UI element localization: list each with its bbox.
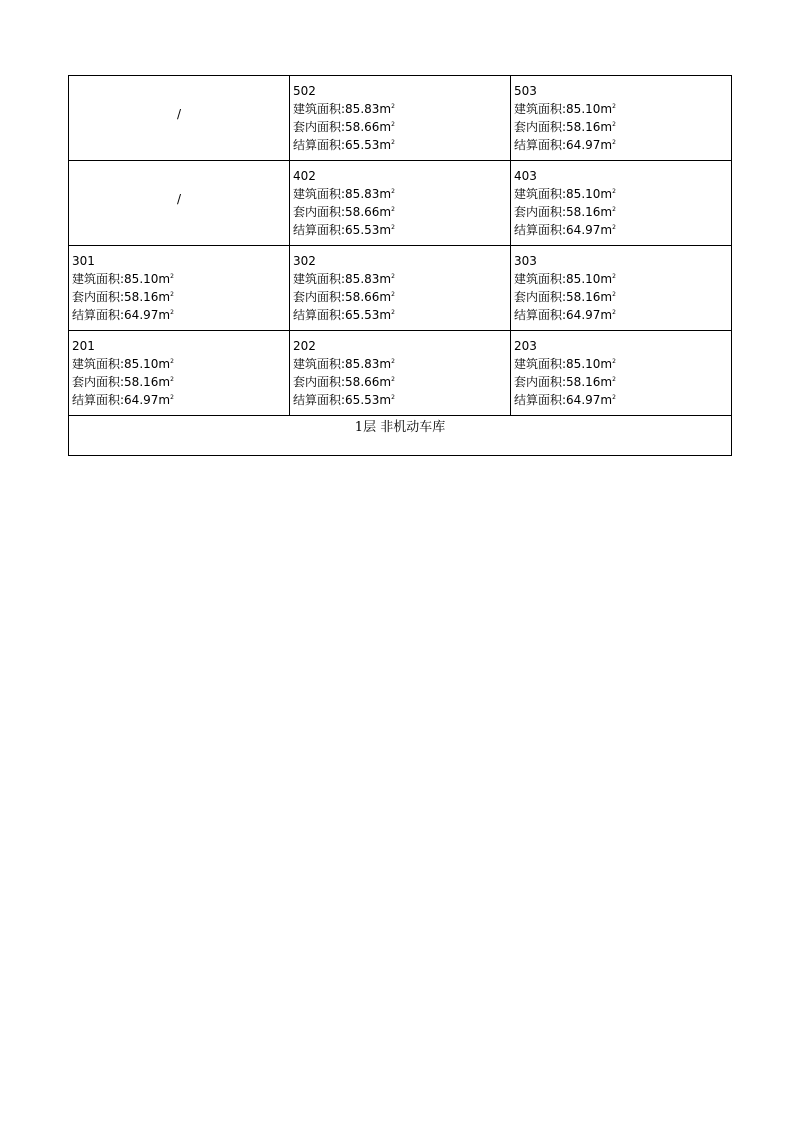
unit-cell xyxy=(511,76,732,161)
settlement-area-line xyxy=(72,305,289,323)
unit-cell xyxy=(511,246,732,331)
square-unit-superscript: 2 xyxy=(391,291,395,298)
inner-area-value: 套内面积:58.66m xyxy=(293,375,392,389)
square-unit-superscript: 2 xyxy=(170,291,174,298)
square-unit-superscript: 2 xyxy=(170,394,174,401)
not-applicable-mark: / xyxy=(176,107,182,121)
inner-area-value: 套内面积:58.16m xyxy=(514,375,613,389)
building-area-line xyxy=(293,354,510,372)
inner-area-line xyxy=(293,117,510,135)
inner-area-line xyxy=(514,202,731,220)
square-unit-superscript: 2 xyxy=(612,291,616,298)
settlement-area-value: 结算面积:65.53m xyxy=(293,138,392,152)
settlement-area-value: 结算面积:65.53m xyxy=(293,308,392,322)
building-area-line xyxy=(72,269,289,287)
square-unit-superscript: 2 xyxy=(612,121,616,128)
building-area-line xyxy=(514,99,731,117)
building-area-value: 建筑面积:85.83m xyxy=(293,187,392,201)
floor-row xyxy=(69,76,732,161)
square-unit-superscript: 2 xyxy=(391,103,395,110)
unit-cell xyxy=(290,161,511,246)
empty-unit-cell xyxy=(69,161,290,246)
settlement-area-value: 结算面积:64.97m xyxy=(514,138,613,152)
square-unit-superscript: 2 xyxy=(612,139,616,146)
settlement-area-line xyxy=(72,390,289,408)
square-unit-superscript: 2 xyxy=(391,224,395,231)
square-unit-superscript: 2 xyxy=(391,309,395,316)
empty-unit-cell xyxy=(69,76,290,161)
inner-area-line xyxy=(293,202,510,220)
unit-cell xyxy=(290,331,511,416)
square-unit-superscript: 2 xyxy=(391,273,395,280)
settlement-area-line xyxy=(514,220,731,238)
inner-area-line xyxy=(293,372,510,390)
settlement-area-value: 结算面积:65.53m xyxy=(293,393,392,407)
inner-area-line xyxy=(514,117,731,135)
building-area-line xyxy=(293,269,510,287)
inner-area-line xyxy=(514,372,731,390)
building-area-value: 建筑面积:85.83m xyxy=(293,102,392,116)
square-unit-superscript: 2 xyxy=(391,188,395,195)
building-area-value: 建筑面积:85.83m xyxy=(293,357,392,371)
building-area-line xyxy=(293,99,510,117)
square-unit-superscript: 2 xyxy=(612,224,616,231)
settlement-area-line xyxy=(514,135,731,153)
building-area-line xyxy=(72,354,289,372)
inner-area-line xyxy=(293,287,510,305)
inner-area-value: 套内面积:58.16m xyxy=(514,205,613,219)
inner-area-value: 套内面积:58.16m xyxy=(72,375,171,389)
settlement-area-value: 结算面积:64.97m xyxy=(514,393,613,407)
inner-area-value: 套内面积:58.66m xyxy=(293,120,392,134)
building-area-value: 建筑面积:85.10m xyxy=(72,357,171,371)
inner-area-value: 套内面积:58.66m xyxy=(293,290,392,304)
square-unit-superscript: 2 xyxy=(170,309,174,316)
floor-row xyxy=(69,161,732,246)
building-area-line xyxy=(293,184,510,202)
square-unit-superscript: 2 xyxy=(612,103,616,110)
unit-cell xyxy=(69,331,290,416)
building-area-value: 建筑面积:85.10m xyxy=(514,357,613,371)
square-unit-superscript: 2 xyxy=(612,273,616,280)
building-area-value: 建筑面积:85.83m xyxy=(293,272,392,286)
inner-area-value: 套内面积:58.16m xyxy=(72,290,171,304)
unit-number: 302 xyxy=(293,254,316,268)
settlement-area-line xyxy=(514,305,731,323)
square-unit-superscript: 2 xyxy=(391,376,395,383)
building-area-line xyxy=(514,184,731,202)
inner-area-value: 套内面积:58.16m xyxy=(514,120,613,134)
square-unit-superscript: 2 xyxy=(170,376,174,383)
settlement-area-value: 结算面积:64.97m xyxy=(514,308,613,322)
settlement-area-line xyxy=(293,220,510,238)
unit-cell xyxy=(69,246,290,331)
inner-area-line xyxy=(72,372,289,390)
floor-row xyxy=(69,331,732,416)
floor-area-table xyxy=(68,75,732,456)
unit-number: 502 xyxy=(293,84,316,98)
square-unit-superscript: 2 xyxy=(391,121,395,128)
unit-number: 402 xyxy=(293,169,316,183)
floor-row xyxy=(69,246,732,331)
unit-cell xyxy=(290,76,511,161)
settlement-area-line xyxy=(293,135,510,153)
settlement-area-value: 结算面积:64.97m xyxy=(72,308,171,322)
unit-number: 203 xyxy=(514,339,537,353)
unit-cell xyxy=(511,161,732,246)
settlement-area-value: 结算面积:64.97m xyxy=(514,223,613,237)
settlement-area-line xyxy=(514,390,731,408)
square-unit-superscript: 2 xyxy=(170,273,174,280)
settlement-area-value: 结算面积:64.97m xyxy=(72,393,171,407)
settlement-area-line xyxy=(293,390,510,408)
not-applicable-mark: / xyxy=(176,192,182,206)
building-area-line xyxy=(514,354,731,372)
building-area-value: 建筑面积:85.10m xyxy=(514,272,613,286)
unit-cell xyxy=(290,246,511,331)
unit-number: 201 xyxy=(72,339,95,353)
settlement-area-line xyxy=(293,305,510,323)
unit-number: 403 xyxy=(514,169,537,183)
unit-cell xyxy=(511,331,732,416)
square-unit-superscript: 2 xyxy=(391,358,395,365)
square-unit-superscript: 2 xyxy=(612,394,616,401)
square-unit-superscript: 2 xyxy=(612,358,616,365)
inner-area-line xyxy=(72,287,289,305)
settlement-area-value: 结算面积:65.53m xyxy=(293,223,392,237)
inner-area-value: 套内面积:58.66m xyxy=(293,205,392,219)
building-area-value: 建筑面积:85.10m xyxy=(514,102,613,116)
unit-number: 202 xyxy=(293,339,316,353)
building-area-value: 建筑面积:85.10m xyxy=(514,187,613,201)
square-unit-superscript: 2 xyxy=(612,206,616,213)
square-unit-superscript: 2 xyxy=(391,139,395,146)
inner-area-line xyxy=(514,287,731,305)
building-area-value: 建筑面积:85.10m xyxy=(72,272,171,286)
building-area-line xyxy=(514,269,731,287)
unit-number: 301 xyxy=(72,254,95,268)
square-unit-superscript: 2 xyxy=(391,394,395,401)
square-unit-superscript: 2 xyxy=(170,358,174,365)
square-unit-superscript: 2 xyxy=(612,309,616,316)
square-unit-superscript: 2 xyxy=(612,188,616,195)
square-unit-superscript: 2 xyxy=(612,376,616,383)
unit-number: 303 xyxy=(514,254,537,268)
unit-number: 503 xyxy=(514,84,537,98)
ground-floor-label: 1层 非机动车库 xyxy=(69,416,732,456)
inner-area-value: 套内面积:58.16m xyxy=(514,290,613,304)
square-unit-superscript: 2 xyxy=(391,206,395,213)
ground-floor-row xyxy=(69,416,732,456)
